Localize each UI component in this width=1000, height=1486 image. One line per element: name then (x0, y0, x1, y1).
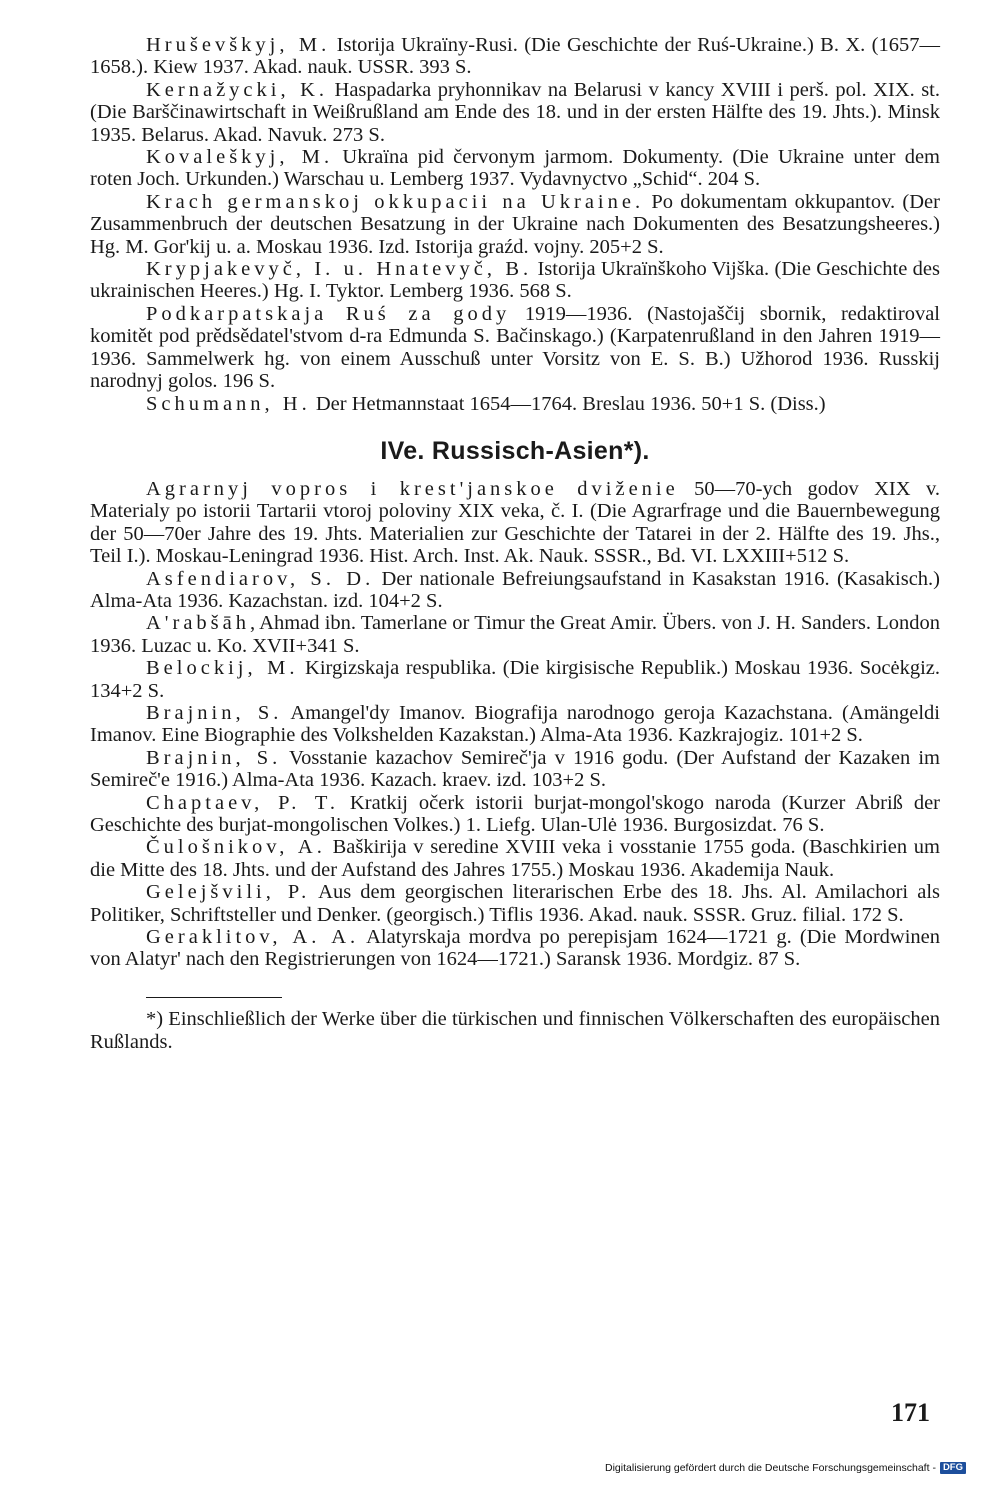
bibliography-entry (90, 836, 940, 881)
bibliography-group-russisch-asien (90, 478, 940, 971)
page-number: 171 (891, 1398, 930, 1427)
footnote: *) Einschließlich der Werke über die türkischen und finnischen Völkerschaften des europäischen Rußlands. (90, 1007, 940, 1053)
entry-text: Aus dem georgischen literarischen Erbe des 18. Jhs. Al. Amilachori als Politiker, Schriftsteller und Denker. (georgisch.) Tiflis 1936. Akad. nauk. SSSR. Gruz. filial. 172 S. (90, 881, 940, 926)
page-body (90, 34, 940, 1054)
bibliography-entry (90, 568, 940, 613)
entry-author: Brajnin, S. (146, 746, 282, 769)
bibliography-entry (90, 146, 940, 191)
entry-text: Istorija Ukraïnškoho Vijška. (Die Geschichte des ukrainischen Heeres.) Hg. I. Tyktor. Lemberg 1936. 568 S. (90, 258, 940, 303)
credit-text: Digitalisierung gefördert durch die Deutsche Forschungsgemeinschaft - (605, 1462, 936, 1474)
entry-author: Schumann, H. (146, 392, 311, 415)
bibliography-entry (90, 926, 940, 971)
bibliography-entry (90, 393, 940, 415)
entry-text: Vosstanie kazachov Semireč'ja v 1916 godu. (Der Aufstand der Kazaken im Semireč'e 1916.) Alma-Ata 1936. Kazach. kraev. izd. 103+2 S. (90, 746, 940, 792)
entry-text: Der nationale Befreiungsaufstand in Kasakstan 1916. (Kasakisch.) Alma-Ata 1936. Kazachstan. izd. 104+2 S. (90, 567, 940, 612)
bibliography-entry (90, 34, 940, 79)
footnote-rule (146, 997, 282, 998)
bibliography-entry (90, 258, 940, 303)
dfg-logo-icon: DFG (940, 1462, 966, 1474)
bibliography-entry (90, 792, 940, 837)
bibliography-entry (90, 191, 940, 258)
entry-text: Kirgizskaja respublika. (Die kirgisische Republik.) Moskau 1936. Socėkgiz. 134+2 S. (90, 657, 941, 702)
bibliography-entry (90, 79, 940, 146)
entry-author: Hruševškyj, M. (146, 34, 331, 56)
bibliography-entry (90, 657, 940, 702)
entry-author: Krypjakevyč, I. u. Hnatevyč, B. (146, 258, 533, 281)
entry-text: 50—70-ych godov XIX v. Materialy po istorii Tartarii vtoroj poloviny XIX veka, č. I. (Die Agrarfrage und die Bauernbewegung der 50—70er Jahre des 19. Jhts. Materialien zur Geschichte der Tatarei in der 2. Hälfte des 19. Jhs., Teil I.). Moskau-Leningrad 1936. Hist. Arch. Inst. Ak. Nauk. SSSR., Bd. VI. LXXIII+512 S. (90, 477, 941, 568)
bibliography-entry (90, 478, 940, 568)
entry-author: Kovaleškyj, M. (146, 146, 334, 169)
entry-author: Belockij, M. (146, 657, 299, 680)
entry-text: 1919—1936. (Nastojaščij sbornik, redaktiroval komitět pod prědsědatel'stvom d-ra Edmunda S. Bačinskago.) (Karpatenrußland in den Jahren 1919—1936. Sammelwerk hg. von einem Ausschuß unter Vorsitz von E. S. B.) Užhorod 1936. Russkij narodnyj golos. 196 S. (90, 302, 940, 393)
entry-text: Der Hetmannstaat 1654—1764. Breslau 1936. 50+1 S. (Diss.) (310, 392, 826, 415)
entry-text: Ahmad ibn. Tamerlane or Timur the Great Amir. Übers. von J. H. Sanders. London 1936. Luzac u. Ko. XVII+341 S. (90, 612, 940, 657)
section-heading: IVe. Russisch-Asien*). (380, 436, 650, 465)
entry-author: Asfendiarov, S. D. (146, 567, 375, 590)
entry-author: Krach germanskoj okkupacii na Ukraine. (146, 190, 645, 213)
bibliography-entry (90, 747, 940, 792)
entry-text: Amangel'dy Imanov. Biografija narodnogo geroja Kazachstana. (Amängeldi Imanov. Eine Biographie des Volkshelden Kazakstan.) Alma-Ata 1936. Kazkrajogiz. 101+2 S. (90, 701, 940, 747)
entry-author: Geraklitov, A. A. (146, 926, 360, 949)
bibliography-group-ukraine (90, 34, 940, 415)
entry-author: Agrarnyj vopros i krest'janskoe dviženie (146, 477, 679, 500)
entry-author: A'rabšāh, (146, 612, 260, 635)
bibliography-entry (90, 702, 940, 747)
bibliography-entry (90, 612, 940, 657)
entry-author: Kernažycki, K. (146, 78, 329, 101)
digitization-credit (605, 1462, 966, 1474)
entry-author: Gelejšvili, P. (146, 881, 311, 904)
entry-text: Alatyrskaja mordva po perepisjam 1624—1721 g. (Die Mordwinen von Alatyr' nach den Registrierungen von 1624—1721.) Saransk 1936. Mordgiz. 87 S. (90, 926, 940, 971)
entry-author: Podkarpatskaja Ruś za gody (146, 302, 511, 325)
bibliography-entry (90, 881, 940, 926)
entry-text: Ukraïna pid červonym jarmom. Dokumenty. (Die Ukraine unter dem roten Joch. Urkunden.) Warschau u. Lemberg 1937. Vydavnyctvo „Schid“. 204 S. (90, 146, 941, 191)
entry-author: Brajnin, S. (146, 701, 283, 724)
entry-author: Čulošnikov, A. (146, 836, 326, 859)
entry-text: Istorija Ukraïny-Rusi. (Die Geschichte der Ruś-Ukraine.) B. X. (1657—1658.). Kiew 1937. Akad. nauk. USSR. 393 S. (90, 34, 941, 79)
entry-text: Haspadarka pryhonnikav na Belarusi v kancy XVIII i perš. pol. XIX. st. (Die Barščinawirtschaft in Weißrußland am Ende des 18. und in der ersten Hälfte des 19. Jhts.). Minsk 1935. Belarus. Akad. Navuk. 273 S. (90, 78, 940, 146)
bibliography-entry (90, 303, 940, 393)
entry-author: Chaptaev, P. T. (146, 791, 340, 814)
entry-text: Kratkij očerk istorii burjat-mongol'skogo naroda (Kurzer Abriß der Geschichte des burjat-mongolischen Volkes.) 1. Liefg. Ulan-Ulė 1936. Burgosizdat. 76 S. (90, 791, 941, 836)
entry-text: Po dokumentam okkupantov. (Der Zusammenbruch der deutschen Besatzung in der Ukraine nach Dokumenten des Besatzungsheeres.) Hg. M. Gor'kij u. a. Moskau 1936. Izd. Istorija graźd. vojny. 205+2 S. (90, 190, 940, 258)
entry-text: Baškirija v seredine XVIII veka i vosstanie 1755 goda. (Baschkirien um die Mitte des 18. Jhts. und der Aufstand des Jahres 1755.) Moskau 1936. Akademija Nauk. (90, 836, 940, 881)
